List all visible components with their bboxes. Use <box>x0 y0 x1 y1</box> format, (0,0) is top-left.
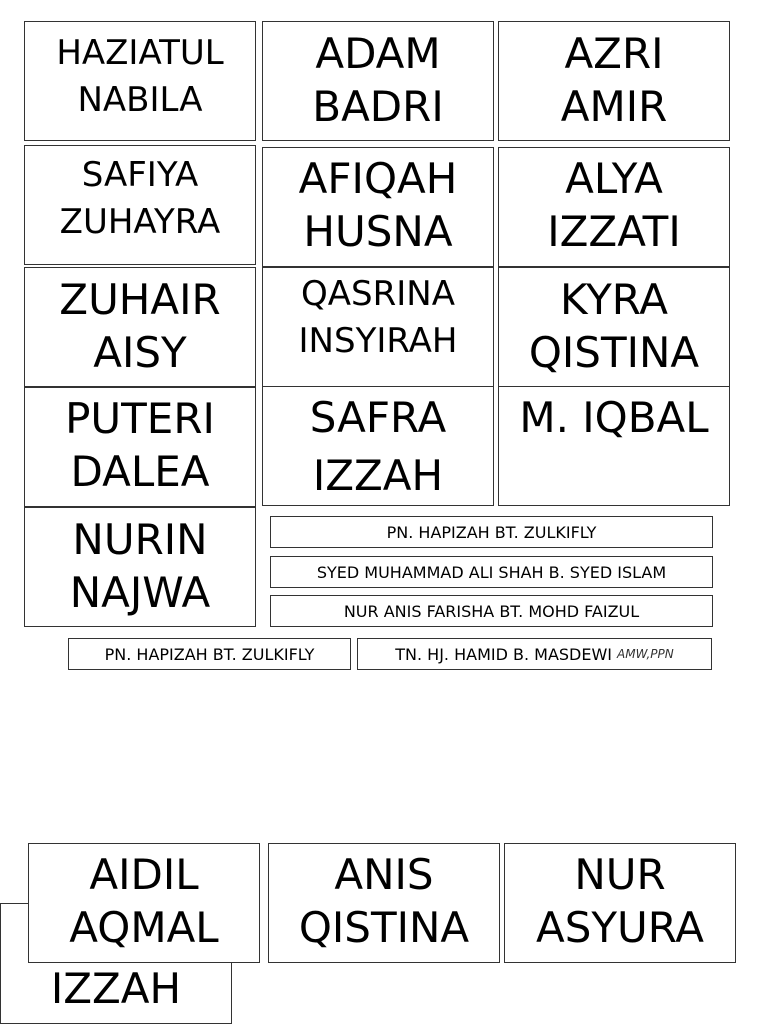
name-line: INSYIRAH <box>298 321 458 361</box>
name-line: QISTINA <box>528 328 700 377</box>
name-line: ZUHAIR <box>59 275 221 324</box>
name-line: ALYA <box>565 154 663 203</box>
name-line: ADAM <box>315 29 441 78</box>
name-line: IZZAH <box>312 451 444 500</box>
name-card <box>28 843 260 963</box>
teacher-name-bar <box>68 638 351 670</box>
name-line: QISTINA <box>298 903 470 952</box>
name-line: SAFIYA <box>81 155 199 195</box>
name-line: M. IQBAL <box>519 393 709 442</box>
name-line: IZZATI <box>547 207 681 256</box>
name-card <box>24 21 256 141</box>
teacher-title-suffix: AMW,PPN <box>617 647 674 661</box>
name-card <box>262 386 494 506</box>
name-line: HAZIATUL <box>56 33 224 73</box>
name-card <box>262 147 494 267</box>
name-line: IZZAH <box>50 964 182 1013</box>
name-line: NAJWA <box>69 568 211 617</box>
name-line: NURIN <box>72 515 208 564</box>
name-line: AIDIL <box>89 850 199 899</box>
name-card <box>24 267 256 387</box>
name-card <box>262 21 494 141</box>
name-line: KYRA <box>560 275 668 324</box>
staff-name-bar: SYED MUHAMMAD ALI SHAH B. SYED ISLAM <box>270 556 713 588</box>
teacher-name: TN. HJ. HAMID B. MASDEWI <box>395 644 613 664</box>
name-card <box>498 267 730 387</box>
name-line: AMIR <box>560 82 668 131</box>
name-line: AFIQAH <box>298 154 458 203</box>
name-line: ZUHAYRA <box>59 202 221 242</box>
name-line: QASRINA <box>301 274 455 314</box>
name-line: ANIS <box>334 850 434 899</box>
name-line: ASYURA <box>536 903 704 952</box>
name-line: DALEA <box>70 447 210 496</box>
name-line: NABILA <box>77 80 203 120</box>
name-card <box>498 147 730 267</box>
name-line: PUTERI <box>65 394 215 443</box>
name-card <box>24 387 256 507</box>
teacher-name-bar <box>357 638 712 670</box>
name-line: NUR <box>574 850 666 899</box>
teacher-name: PN. HAPIZAH BT. ZULKIFLY <box>104 644 315 664</box>
name-card <box>24 145 256 265</box>
staff-name-bar: PN. HAPIZAH BT. ZULKIFLY <box>270 516 713 548</box>
name-card <box>262 267 494 387</box>
name-card <box>24 507 256 627</box>
name-line: SAFRA <box>309 393 447 442</box>
staff-name-bar: NUR ANIS FARISHA BT. MOHD FAIZUL <box>270 595 713 627</box>
name-line: BADRI <box>312 82 444 131</box>
name-line: AQMAL <box>69 903 219 952</box>
name-line: AZRI <box>564 29 664 78</box>
name-line: AISY <box>93 328 187 377</box>
name-card <box>504 843 736 963</box>
name-card <box>498 21 730 141</box>
name-line: HUSNA <box>303 207 453 256</box>
name-card <box>498 386 730 506</box>
name-card <box>268 843 500 963</box>
